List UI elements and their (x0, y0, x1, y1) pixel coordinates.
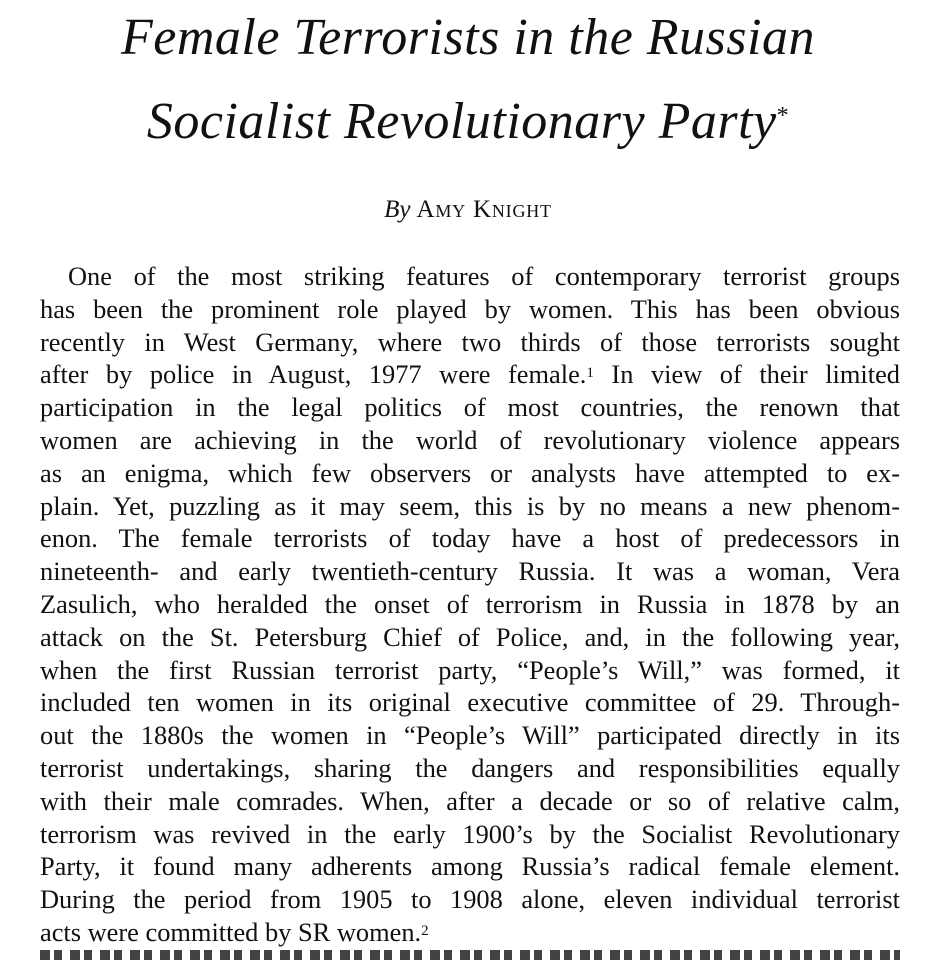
body-line: has been the prominent role played by women. This has been obvious (40, 293, 900, 324)
body-line-continuation: In view of their limited (593, 359, 900, 390)
body-line-with-footnote (40, 358, 900, 391)
body-line: women are achieving in the world of revolutionary violence appears (40, 424, 900, 455)
body-line: enon. The female terrorists of today have a host of predecessors in (40, 523, 900, 554)
body-line: nineteenth- and early twentieth-century Russia. It was a woman, Vera (40, 556, 900, 587)
title-footnote-marker[interactable]: * (776, 103, 790, 129)
body-line-text: after by police in August, 1977 were female. (40, 359, 587, 390)
body-line: terrorism was revived in the early 1900’s by the Socialist Revolutionary (40, 818, 900, 849)
body-line: out the 1880s the women in “People’s Will” participated directly in its (40, 720, 900, 751)
next-line-cutoff (40, 944, 900, 964)
title-text-2: Socialist Revolutionary Party (146, 93, 777, 150)
article-title-line-2 (0, 92, 936, 152)
body-line: when the first Russian terrorist party, “People’s Will,” was formed, it (40, 654, 900, 685)
title-text-1: Female Terrorists in the Russian (121, 9, 815, 66)
body-line: as an enigma, which few observers or analysts have attempted to ex- (40, 457, 900, 488)
byline-by: By (384, 196, 411, 223)
body-line: plain. Yet, puzzling as it may seem, this is by no means a new phenom- (40, 490, 900, 521)
byline (0, 194, 936, 226)
body-line: included ten women in its original executive committee of 29. Through- (40, 687, 900, 718)
footnote-ref-1[interactable]: 1 (586, 365, 594, 382)
byline-author: Amy Knight (416, 196, 552, 223)
body-line: One of the most striking features of contemporary terrorist groups (68, 261, 900, 291)
body-line: participation in the legal politics of most countries, the renown that (40, 392, 900, 423)
cropped-text-fragment (40, 950, 900, 960)
body-line-text: acts were committed by SR women. (40, 916, 422, 947)
body-line: Zasulich, who heralded the onset of terrorism in Russia in 1878 by an (40, 588, 900, 619)
body-line: attack on the St. Petersburg Chief of Police, and, in the following year, (40, 621, 900, 652)
body-line: recently in West Germany, where two thirds of those terrorists sought (40, 326, 900, 357)
body-line: Party, it found many adherents among Russia’s radical female element. (40, 851, 900, 882)
body-line: terrorist undertakings, sharing the dangers and responsibilities equally (40, 752, 900, 783)
article-title-line-1 (0, 8, 936, 68)
footnote-ref-2[interactable]: 2 (421, 922, 429, 939)
article-body (40, 260, 900, 949)
body-line: During the period from 1905 to 1908 alone, eleven individual terrorist (40, 884, 900, 915)
body-line: with their male comrades. When, after a decade or so of relative calm, (40, 785, 900, 816)
